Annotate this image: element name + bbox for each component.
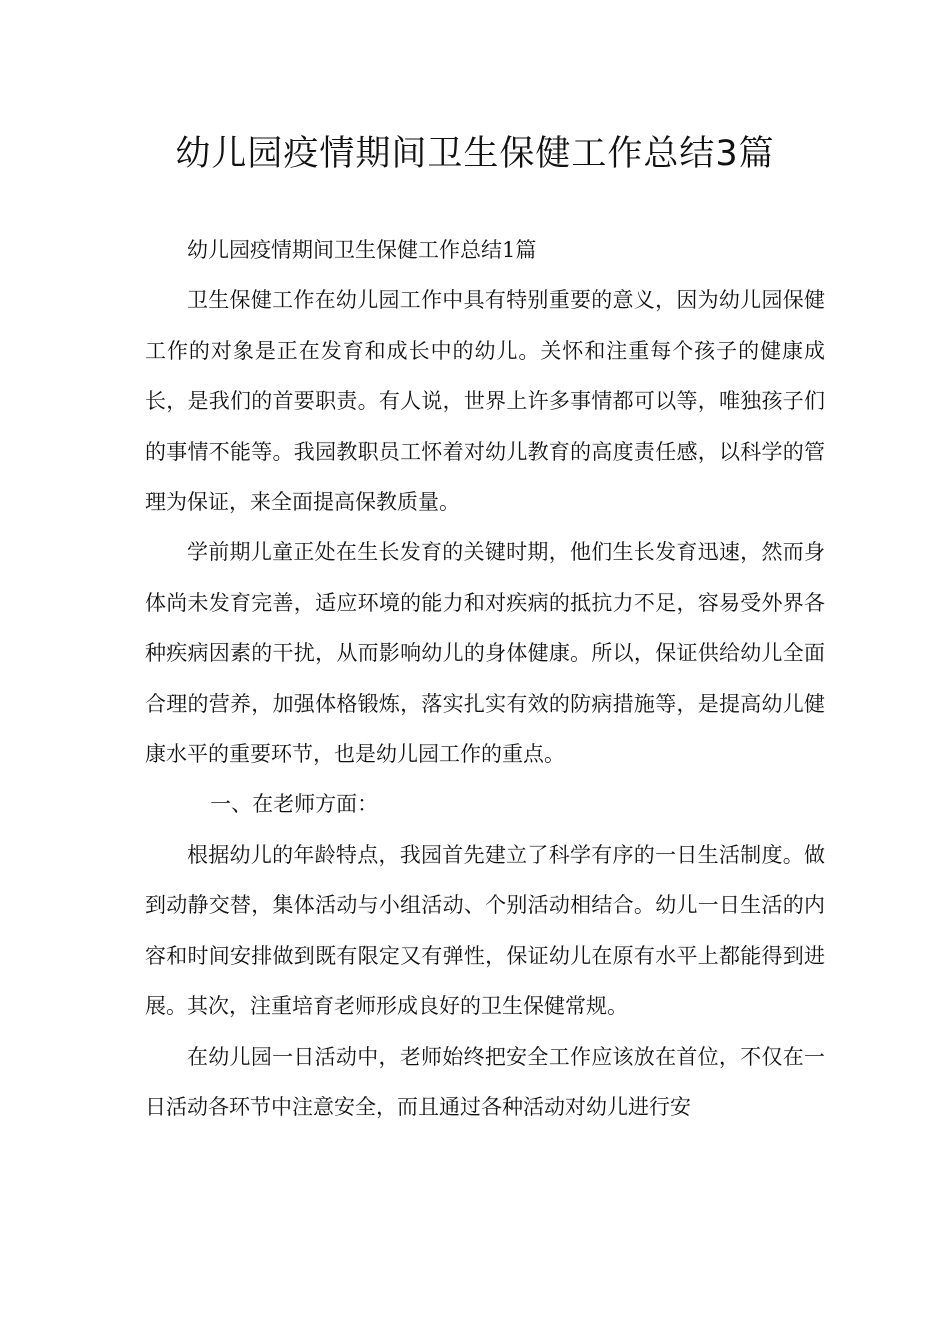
paragraph-1: 卫生保健工作在幼儿园工作中具有特别重要的意义，因为幼儿园保健工作的对象是正在发育和成长中的幼儿。关怀和注重每个孩子的健康成长，是我们的首要职责。有人说，世界上许多事情都可以等，唯独孩子们的事情不能等。我园教职员工怀着对幼儿教育的高度责任感，以科学的管理为保证，来全面提高保教质量。	[145, 288, 825, 515]
paragraph-4: 在幼儿园一日活动中，老师始终把安全工作应该放在首位，不仅在一日活动各环节中注意安全，而且通过各种活动对幼儿进行安	[145, 1044, 825, 1119]
paragraph-2: 学前期儿童正处在生长发育的关键时期，他们生长发育迅速，然而身体尚未发育完善，适应环境的能力和对疾病的抵抗力不足，容易受外界各种疾病因素的干扰，从而影响幼儿的身体健康。所以，保证供给幼儿全面合理的营养，加强体格锻炼，落实扎实有效的防病措施等，是提高幼儿健康水平的重要环节，也是幼儿园工作的重点。	[145, 540, 825, 767]
paragraph-3: 根据幼儿的年龄特点，我园首先建立了科学有序的一日生活制度。做到动静交替，集体活动与小组活动、个别活动相结合。幼儿一日生活的内容和时间安排做到既有限定又有弹性，保证幼儿在原有水平上都能得到进展。其次，注重培育老师形成良好的卫生保健常规。	[145, 842, 825, 1019]
document-body	[145, 225, 825, 1132]
document-title: 幼儿园疫情期间卫生保健工作总结3篇	[175, 134, 775, 174]
document-subtitle: 幼儿园疫情期间卫生保健工作总结1篇	[187, 238, 537, 262]
section-heading: 一、在老师方面：	[210, 792, 379, 817]
